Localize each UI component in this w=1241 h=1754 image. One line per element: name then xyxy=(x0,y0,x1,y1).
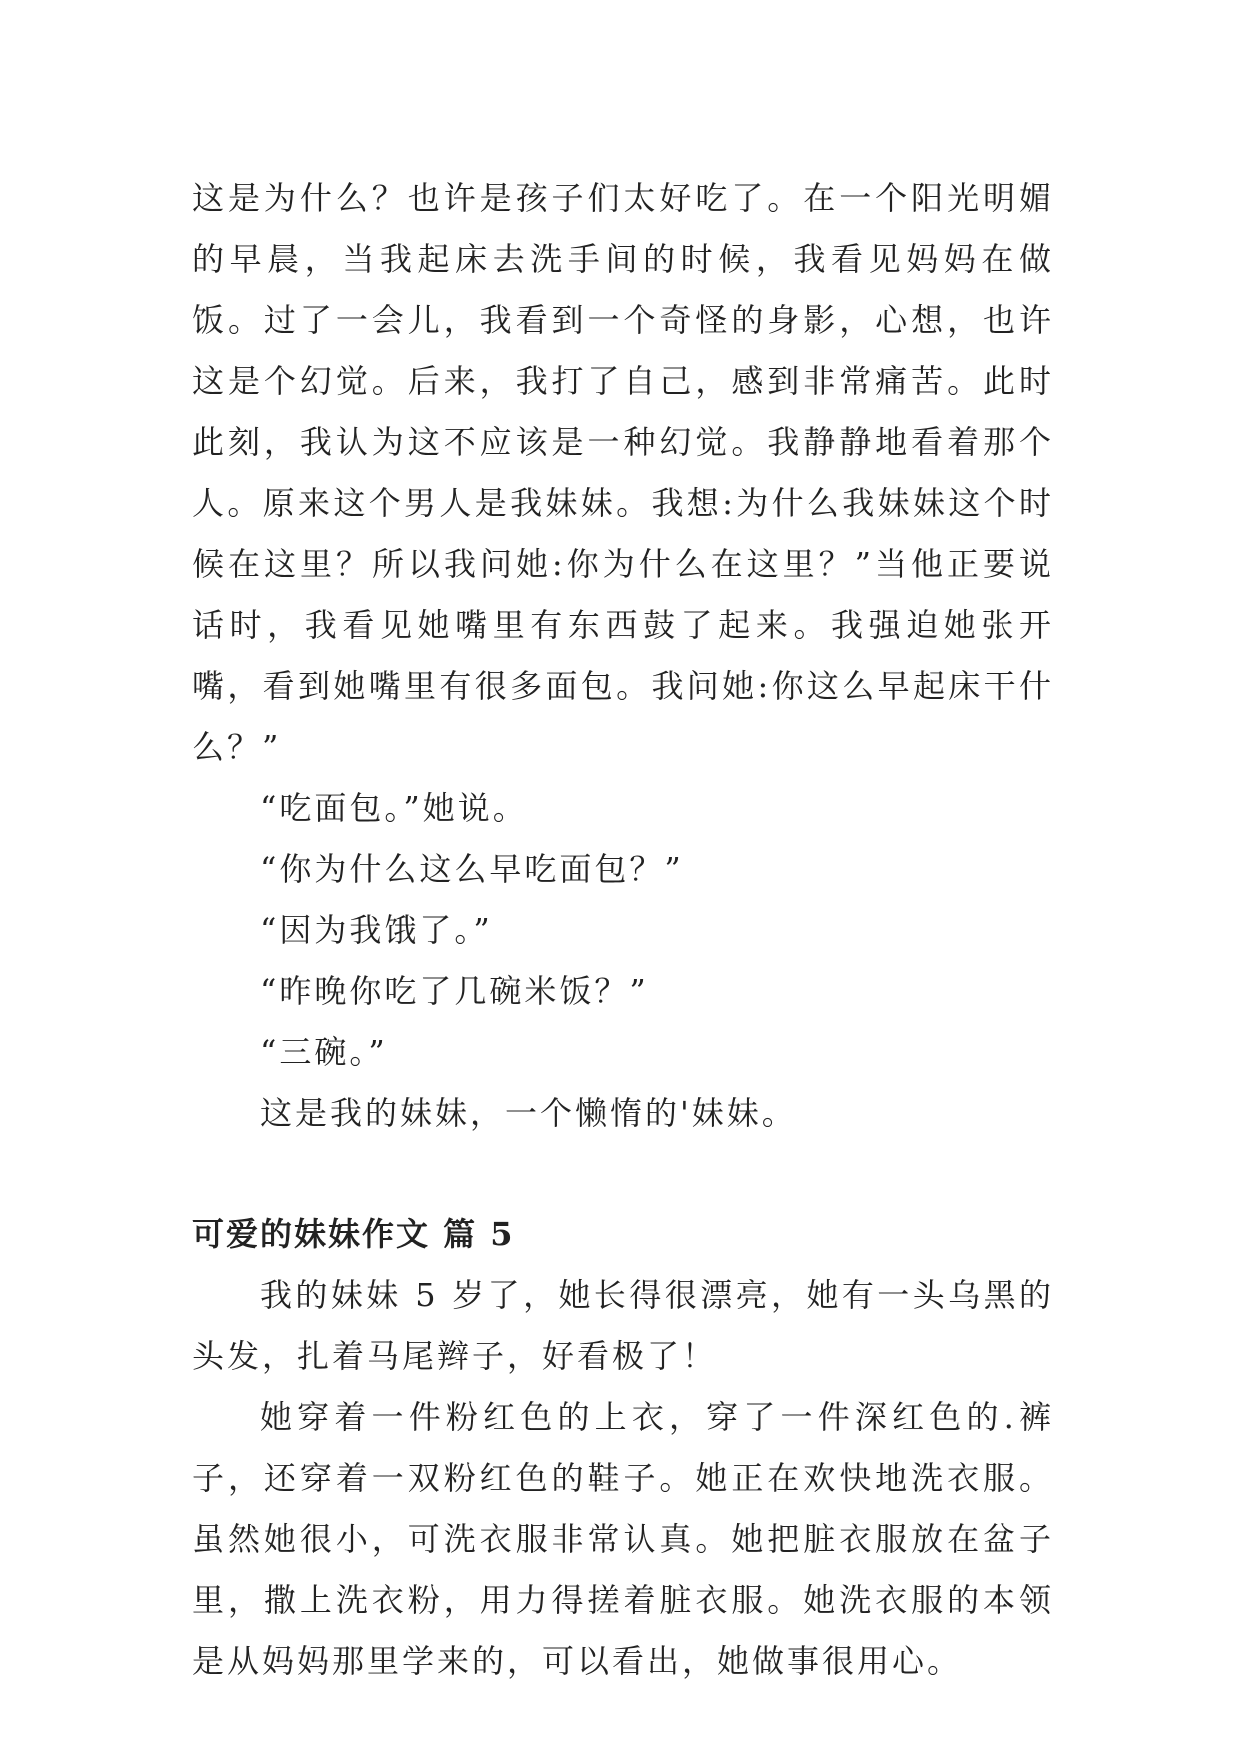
body-paragraph: 我的妹妹 5 岁了，她长得很漂亮，她有一头乌黑的头发，扎着马尾辫子，好看极了！ xyxy=(192,1276,1054,1375)
section-heading: 可爱的妹妹作文 篇 5 xyxy=(192,1215,515,1253)
dialogue-line: “因为我饿了。” xyxy=(260,911,493,949)
dialogue-line: “昨晚你吃了几碗米饭？” xyxy=(260,972,649,1010)
body-paragraph: 这是为什么？也许是孩子们太好吃了。在一个阳光明媚的早晨，当我起床去洗手间的时候，我看见妈妈在做饭。过了一会儿，我看到一个奇怪的身影，心想，也许这是个幻觉。后来，我打了自己，感到非常痛苦。此时此刻，我认为这不应该是一种幻觉。我静静地看着那个人。原来这个男人是我妹妹。我想:为什么我妹妹这个时候在这里？所以我问她:你为什么在这里？”当他正要说话时，我看见她嘴里有东西鼓了起来。我强迫她张开嘴，看到她嘴里有很多面包。我问她:你这么早起床干什么？” xyxy=(192,179,1054,766)
closing-line: 这是我的妹妹，一个懒惰的'妹妹。 xyxy=(260,1094,797,1132)
dialogue-line: “吃面包。”她说。 xyxy=(260,789,528,827)
dialogue-line: “三碗。” xyxy=(260,1033,388,1071)
document-page xyxy=(192,168,1054,1692)
body-paragraph: 她穿着一件粉红色的上衣，穿了一件深红色的.裤子，还穿着一双粉红色的鞋子。她正在欢快地洗衣服。虽然她很小，可洗衣服非常认真。她把脏衣服放在盆子里，撒上洗衣粉，用力得搓着脏衣服。她洗衣服的本领是从妈妈那里学来的，可以看出，她做事很用心。 xyxy=(192,1398,1054,1680)
dialogue-line: “你为什么这么早吃面包？” xyxy=(260,850,684,888)
